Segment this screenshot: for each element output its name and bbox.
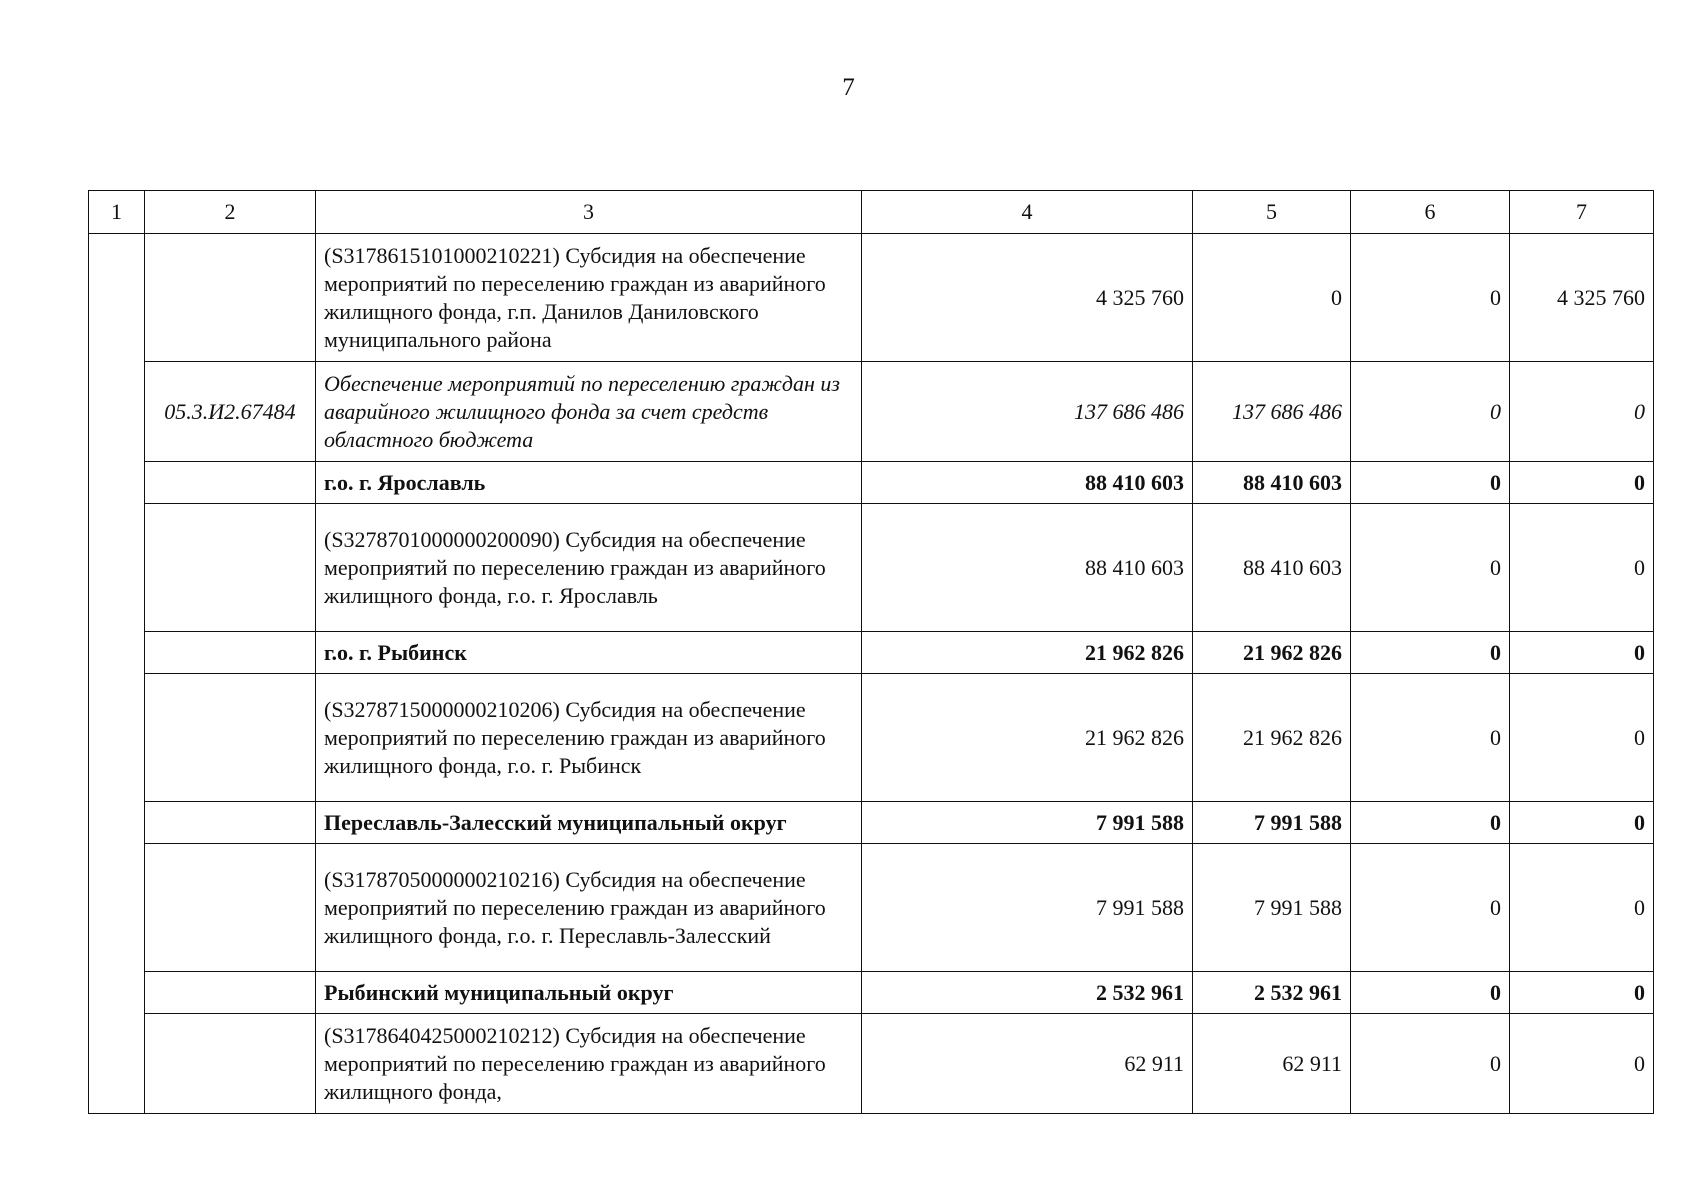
table-row xyxy=(89,972,1654,1014)
col-4-cell: 88 410 603 xyxy=(862,462,1193,504)
col-6-cell: 0 xyxy=(1351,802,1510,844)
col-7-cell: 0 xyxy=(1510,802,1654,844)
code-cell xyxy=(145,972,316,1014)
col-6-cell: 0 xyxy=(1351,362,1510,462)
col-4-cell: 21 962 826 xyxy=(862,674,1193,802)
description-cell: (S3178615101000210221) Субсидия на обеспечение мероприятий по переселению граждан из аварийного жилищного фонда, г.п. Данилов Даниловского муниципального района xyxy=(316,234,862,362)
header-col-3: 3 xyxy=(316,191,862,234)
code-cell xyxy=(145,632,316,674)
col-5-cell: 7 991 588 xyxy=(1193,802,1351,844)
header-col-5: 5 xyxy=(1193,191,1351,234)
table-body xyxy=(89,234,1654,1114)
col-5-cell: 62 911 xyxy=(1193,1014,1351,1114)
table-row xyxy=(89,802,1654,844)
code-cell xyxy=(145,844,316,972)
header-col-6: 6 xyxy=(1351,191,1510,234)
col-7-cell: 4 325 760 xyxy=(1510,234,1654,362)
description-cell: г.о. г. Ярославль xyxy=(316,462,862,504)
col-6-cell: 0 xyxy=(1351,234,1510,362)
col-4-cell: 2 532 961 xyxy=(862,972,1193,1014)
col-7-cell: 0 xyxy=(1510,632,1654,674)
col-4-cell: 62 911 xyxy=(862,1014,1193,1114)
col-6-cell: 0 xyxy=(1351,1014,1510,1114)
col-4-cell: 137 686 486 xyxy=(862,362,1193,462)
col-7-cell: 0 xyxy=(1510,674,1654,802)
table-row xyxy=(89,844,1654,972)
header-col-7: 7 xyxy=(1510,191,1654,234)
col-4-cell: 4 325 760 xyxy=(862,234,1193,362)
col-1-cell xyxy=(89,234,145,1114)
code-cell xyxy=(145,802,316,844)
table-row xyxy=(89,504,1654,632)
description-cell: Переславль-Залесский муниципальный округ xyxy=(316,802,862,844)
col-5-cell: 88 410 603 xyxy=(1193,462,1351,504)
col-6-cell: 0 xyxy=(1351,462,1510,504)
col-7-cell: 0 xyxy=(1510,362,1654,462)
col-5-cell: 137 686 486 xyxy=(1193,362,1351,462)
table-row xyxy=(89,632,1654,674)
col-5-cell: 2 532 961 xyxy=(1193,972,1351,1014)
code-cell xyxy=(145,504,316,632)
header-col-1: 1 xyxy=(89,191,145,234)
table-row xyxy=(89,674,1654,802)
col-6-cell: 0 xyxy=(1351,844,1510,972)
col-6-cell: 0 xyxy=(1351,504,1510,632)
col-4-cell: 88 410 603 xyxy=(862,504,1193,632)
description-cell: Рыбинский муниципальный округ xyxy=(316,972,862,1014)
header-col-2: 2 xyxy=(145,191,316,234)
col-5-cell: 7 991 588 xyxy=(1193,844,1351,972)
col-7-cell: 0 xyxy=(1510,972,1654,1014)
page-number: 7 xyxy=(842,74,855,101)
col-4-cell: 7 991 588 xyxy=(862,802,1193,844)
description-cell: (S3278701000000200090) Субсидия на обеспечение мероприятий по переселению граждан из аварийного жилищного фонда, г.о. г. Ярославль xyxy=(316,504,862,632)
budget-table xyxy=(88,190,1654,1114)
col-7-cell: 0 xyxy=(1510,462,1654,504)
description-cell: г.о. г. Рыбинск xyxy=(316,632,862,674)
table-row xyxy=(89,234,1654,362)
description-cell: (S3178640425000210212) Субсидия на обеспечение мероприятий по переселению граждан из аварийного жилищного фонда, xyxy=(316,1014,862,1114)
col-7-cell: 0 xyxy=(1510,504,1654,632)
code-cell xyxy=(145,234,316,362)
code-cell xyxy=(145,462,316,504)
table-row xyxy=(89,1014,1654,1114)
table-row xyxy=(89,362,1654,462)
code-cell: 05.3.И2.67484 xyxy=(145,362,316,462)
col-6-cell: 0 xyxy=(1351,674,1510,802)
header-row xyxy=(89,191,1654,234)
col-7-cell: 0 xyxy=(1510,844,1654,972)
col-4-cell: 21 962 826 xyxy=(862,632,1193,674)
col-6-cell: 0 xyxy=(1351,632,1510,674)
col-5-cell: 21 962 826 xyxy=(1193,632,1351,674)
col-4-cell: 7 991 588 xyxy=(862,844,1193,972)
description-cell: (S3278715000000210206) Субсидия на обеспечение мероприятий по переселению граждан из аварийного жилищного фонда, г.о. г. Рыбинск xyxy=(316,674,862,802)
col-5-cell: 21 962 826 xyxy=(1193,674,1351,802)
col-6-cell: 0 xyxy=(1351,972,1510,1014)
col-5-cell: 0 xyxy=(1193,234,1351,362)
description-cell: Обеспечение мероприятий по переселению граждан из аварийного жилищного фонда за счет средств областного бюджета xyxy=(316,362,862,462)
description-cell: (S3178705000000210216) Субсидия на обеспечение мероприятий по переселению граждан из аварийного жилищного фонда, г.о. г. Переславль-Залесский xyxy=(316,844,862,972)
table-row xyxy=(89,462,1654,504)
col-5-cell: 88 410 603 xyxy=(1193,504,1351,632)
code-cell xyxy=(145,674,316,802)
header-col-4: 4 xyxy=(862,191,1193,234)
code-cell xyxy=(145,1014,316,1114)
col-7-cell: 0 xyxy=(1510,1014,1654,1114)
